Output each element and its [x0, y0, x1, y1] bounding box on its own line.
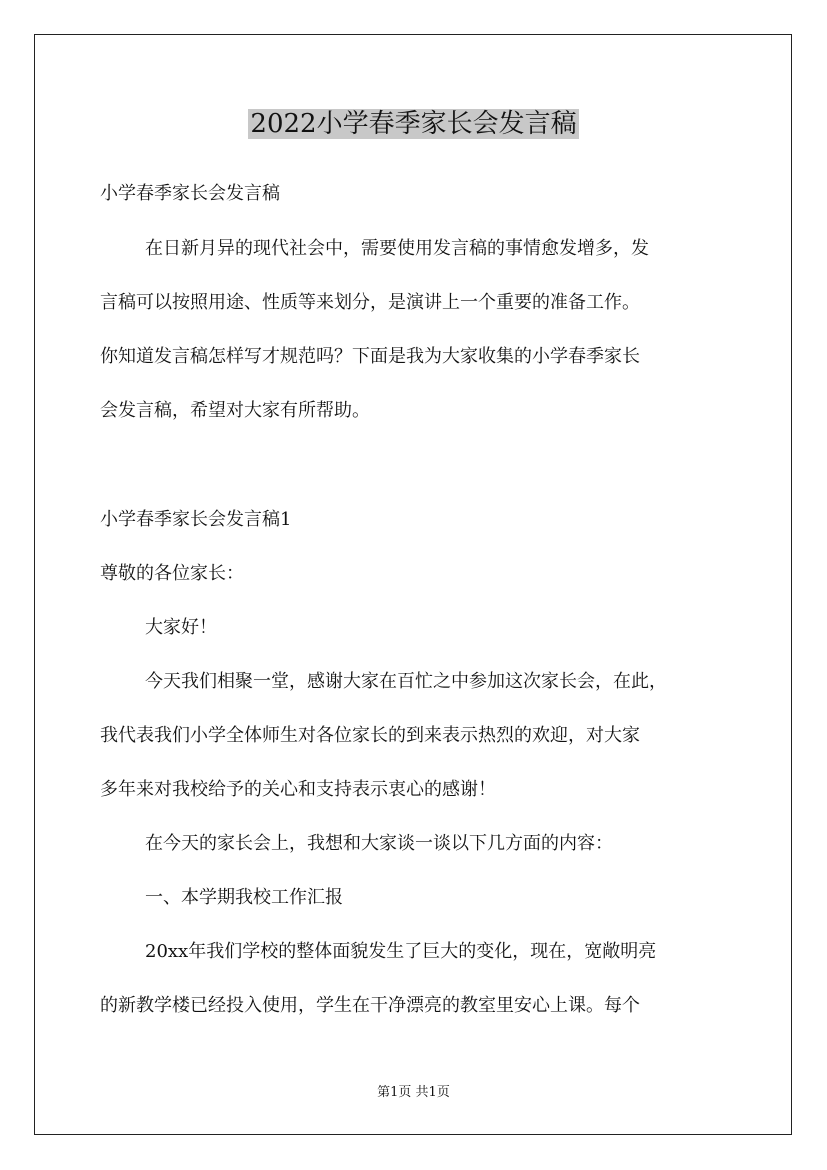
- paragraph-line: 我代表我们小学全体师生对各位家长的到来表示热烈的欢迎，对大家: [100, 725, 640, 746]
- paragraph-line: 20xx年我们学校的整体面貌发生了巨大的变化，现在，宽敞明亮: [145, 941, 657, 962]
- paragraph-line: 会发言稿，希望对大家有所帮助。: [100, 400, 370, 421]
- page-footer: 第1页 共1页: [377, 1085, 450, 1100]
- greeting-line: 大家好！: [145, 617, 217, 638]
- subsection-heading: 一、本学期我校工作汇报: [145, 887, 343, 908]
- paragraph-line: 在今天的家长会上，我想和大家谈一谈以下几方面的内容：: [145, 833, 613, 854]
- paragraph-line: 你知道发言稿怎样写才规范吗？下面是我为大家收集的小学春季家长: [100, 346, 640, 367]
- paragraph-line: 多年来对我校给予的关心和支持表示衷心的感谢！: [100, 779, 496, 800]
- paragraph-line: 的新教学楼已经投入使用，学生在干净漂亮的教室里安心上课。每个: [100, 995, 640, 1016]
- salutation-line: 尊敬的各位家长：: [100, 563, 244, 584]
- document-title: [0, 104, 827, 144]
- section-heading: 小学春季家长会发言稿1: [100, 509, 292, 530]
- document-title-text: 2022小学春季家长会发言稿: [250, 109, 577, 139]
- paragraph-line: 言稿可以按照用途、性质等来划分，是演讲上一个重要的准备工作。: [100, 292, 640, 313]
- paragraph-line: 在日新月异的现代社会中，需要使用发言稿的事情愈发增多，发: [145, 238, 649, 259]
- subtitle-line: 小学春季家长会发言稿: [100, 183, 280, 204]
- paragraph-line: 今天我们相聚一堂，感谢大家在百忙之中参加这次家长会，在此，: [145, 671, 667, 692]
